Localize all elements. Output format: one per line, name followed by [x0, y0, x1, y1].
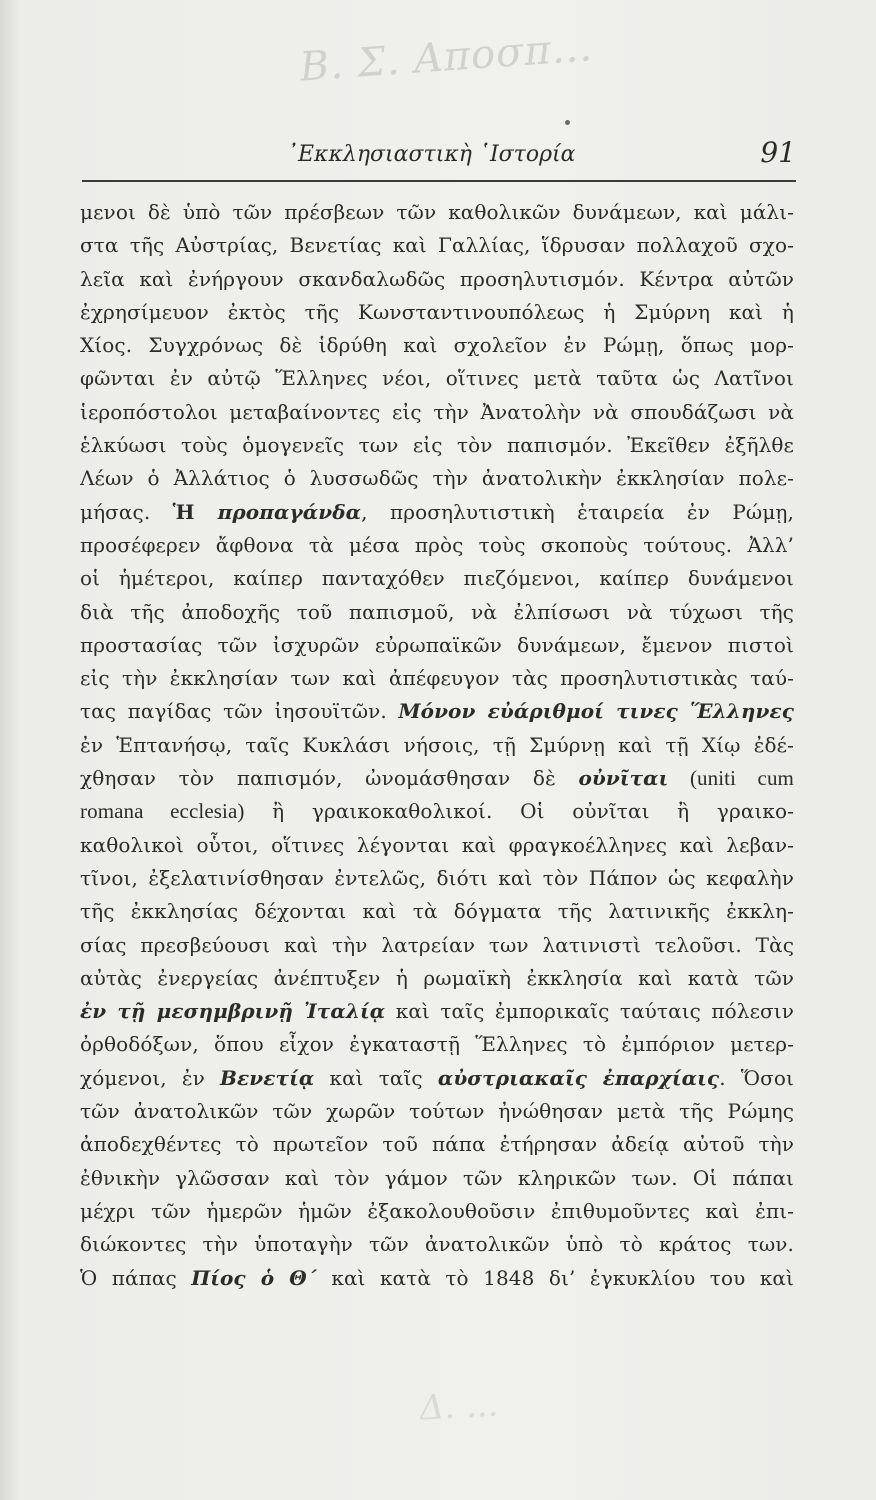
text-line	[80, 862, 794, 895]
text-segment: αὐτὰς ἐνεργείας ἀνέπτυξεν ἡ ρωμαϊκὴ ἐκκλησία καὶ κατὰ τῶν	[80, 965, 794, 990]
text-line	[80, 1228, 794, 1261]
text-segment: ἢ γραικοκαθολικοί. Οἱ οὐνῖται ἢ γραικο-	[244, 799, 794, 824]
text-segment-latin: (uniti cum	[668, 766, 794, 791]
text-line	[80, 662, 794, 695]
text-line	[80, 196, 794, 229]
text-segment: ἱεροπόστολοι μεταβαίνοντες εἰς τὴν Ἀνατολὴν νὰ σπουδάζωσι νὰ	[80, 399, 794, 424]
text-line	[80, 529, 794, 562]
text-line	[80, 929, 794, 962]
text-segment: , προσηλυτιστικὴ ἑταιρεία ἐν Ρώμῃ,	[361, 499, 794, 524]
body-text	[80, 196, 794, 1295]
text-line	[80, 962, 794, 995]
text-line	[80, 596, 794, 629]
text-segment: τῖνοι, ἐξελατινίσθησαν ἐντελῶς, διότι καὶ τὸν Πάπον ὡς κεφαλὴν	[80, 865, 794, 890]
text-segment: μήσας.	[80, 499, 173, 524]
text-segment: μενοι δὲ ὑπὸ τῶν πρέσβεων τῶν καθολικῶν δυνάμεων, καὶ μάλι-	[80, 200, 794, 224]
text-line	[80, 729, 794, 762]
text-segment: . Ὅσοι	[719, 1065, 794, 1090]
handwritten-signature-top: Β. Σ. Αποσπ...	[298, 24, 595, 91]
text-segment: καὶ κατὰ τὸ 1848 δι’ ἐγκυκλίου του καὶ	[316, 1265, 794, 1290]
text-line	[80, 795, 794, 828]
text-segment: προσέφερεν ἄφθονα τὰ μέσα πρὸς τοὺς σκοποὺς τούτους. Ἀλλ’	[80, 532, 794, 557]
text-segment: ἑλκύωσι τοὺς ὁμογενεῖς των εἰς τὸν παπισμόν. Ἐκεῖθεν ἐξῆλθε	[80, 433, 794, 458]
text-line	[80, 1028, 794, 1061]
text-line	[80, 1062, 794, 1095]
text-line	[80, 1195, 794, 1228]
text-line	[80, 329, 794, 362]
text-segment: Χίος. Συγχρόνως δὲ ἱδρύθη καὶ σχολεῖον ἐν Ρώμῃ, ὅπως μορ-	[80, 333, 794, 358]
text-segment: μέχρι τῶν ἡμερῶν ἡμῶν ἐξακολουθοῦσιν ἐπιθυμοῦντες καὶ ἐπι-	[80, 1198, 794, 1223]
text-segment: λεῖα καὶ ἐνήργουν σκανδαλωδῶς προσηλυτισμόν. Κέντρα αὐτῶν	[80, 266, 794, 291]
text-segment: εἰς τὴν ἐκκλησίαν των καὶ ἀπέφευγον τὰς προσηλυτιστικὰς ταύ-	[80, 666, 794, 691]
text-segment: φῶνται ἐν αὐτῷ Ἕλληνες νέοι, οἵτινες μετὰ ταῦτα ὡς Λατῖνοι	[80, 366, 794, 391]
text-segment-em: αὐστριακαῖς ἐπαρχίαις	[437, 1065, 720, 1090]
text-segment: διὰ τῆς ἀποδοχῆς τοῦ παπισμοῦ, νὰ ἐλπίσωσι νὰ τύχωσι τῆς	[80, 599, 794, 624]
text-line	[80, 263, 794, 296]
text-line	[80, 562, 794, 595]
text-segment-latin: romana ecclesia)	[80, 799, 245, 824]
text-segment: καθολικοὶ οὗτοι, οἵτινες λέγονται καὶ φραγκοέλληνες καὶ λεβαν-	[80, 832, 794, 857]
text-segment-em: Μόνον εὐάριθμοί τινες Ἕλληνες	[398, 699, 794, 724]
text-segment: καὶ ταῖς ἐμπορικαῖς ταύταις πόλεσιν	[385, 999, 794, 1024]
text-segment: τας παγίδας τῶν ἰησουϊτῶν.	[80, 699, 399, 724]
text-segment: χθησαν τὸν παπισμόν, ὠνομάσθησαν δὲ	[80, 766, 579, 791]
running-header	[82, 136, 796, 176]
text-line	[80, 462, 794, 495]
running-title: ᾿Εκκλησιαστικὴ ῾Ιστορία	[287, 142, 576, 167]
text-segment: σίας πρεσβεύουσι καὶ τὴν λατρείαν των λατινιστὶ τελοῦσι. Τὰς	[80, 932, 794, 957]
text-segment-em: Βενετίᾳ	[220, 1065, 315, 1090]
text-segment: οἱ ἡμέτεροι, καίπερ πανταχόθεν πιεζόμενοι, καίπερ δυνάμενοι	[80, 566, 794, 591]
text-line	[80, 695, 794, 728]
text-line	[80, 829, 794, 862]
text-line	[80, 429, 794, 462]
text-segment-bold: Ἡ	[172, 499, 218, 524]
text-line	[80, 1128, 794, 1161]
text-segment: ἐχρησίμευον ἐκτὸς τῆς Κωνσταντινουπόλεως ἡ Σμύρνη καὶ ἡ	[80, 299, 794, 324]
text-segment: τῶν ἀνατολικῶν τῶν χωρῶν τούτων ἠνώθησαν μετὰ τῆς Ρώμης	[80, 1099, 794, 1124]
text-line	[80, 496, 794, 529]
text-line	[80, 629, 794, 662]
text-line	[80, 995, 794, 1028]
text-segment: Λέων ὁ Ἀλλάτιος ὁ λυσσωδῶς τὴν ἀνατολικὴν ἐκκλησίαν πολε-	[80, 466, 794, 491]
text-segment: ἐθνικὴν γλῶσσαν καὶ τὸν γάμον τῶν κληρικῶν των. Οἱ πάπαι	[80, 1165, 794, 1190]
text-segment: τῆς ἐκκλησίας δέχονται καὶ τὰ δόγματα τῆς λατινικῆς ἐκκλη-	[80, 899, 794, 924]
text-segment: προστασίας τῶν ἰσχυρῶν εὐρωπαϊκῶν δυνάμεων, ἔμενον πιστοὶ	[80, 632, 794, 657]
text-line	[80, 1262, 794, 1295]
text-line	[80, 895, 794, 928]
handwritten-signature-bottom: Δ. ...	[418, 1384, 500, 1429]
text-line	[80, 1162, 794, 1195]
text-line	[80, 1095, 794, 1128]
text-segment: Ὁ πάπας	[80, 1265, 192, 1290]
text-segment: ὀρθοδόξων, ὅπου εἶχον ἐγκαταστῇ Ἕλληνες τὸ ἐμπόριον μετερ-	[80, 1032, 794, 1057]
page-number: 91	[760, 136, 796, 169]
ink-dot	[565, 120, 570, 125]
text-segment: χόμενοι, ἐν	[80, 1065, 221, 1090]
text-line	[80, 762, 794, 795]
text-line	[80, 296, 794, 329]
text-line	[80, 396, 794, 429]
text-segment: διώκοντες τὴν ὑποταγὴν τῶν ἀνατολικῶν ὑπὸ τὸ κράτος των.	[80, 1232, 794, 1257]
text-segment: καὶ ταῖς	[314, 1065, 438, 1090]
header-rule	[82, 180, 796, 182]
text-segment: ἐν Ἑπτανήσῳ, ταῖς Κυκλάσι νήσοις, τῇ Σμύρνῃ καὶ τῇ Χίῳ ἐδέ-	[80, 732, 794, 757]
text-segment-em: Πίος ὁ Θ΄	[191, 1265, 317, 1290]
text-segment: στα τῆς Αὐστρίας, Βενετίας καὶ Γαλλίας, ἵδρυσαν πολλαχοῦ σχο-	[80, 233, 794, 258]
text-segment-em: οὐνῖται	[578, 766, 669, 791]
text-line	[80, 229, 794, 262]
text-segment-em: προπαγάνδα	[217, 499, 362, 524]
text-line	[80, 362, 794, 395]
text-segment-em: ἐν τῇ μεσημβρινῇ Ἰταλίᾳ	[80, 999, 386, 1024]
text-segment: ἀποδεχθέντες τὸ πρωτεῖον τοῦ πάπα ἐτήρησαν ἀδείᾳ αὐτοῦ τὴν	[80, 1132, 794, 1157]
